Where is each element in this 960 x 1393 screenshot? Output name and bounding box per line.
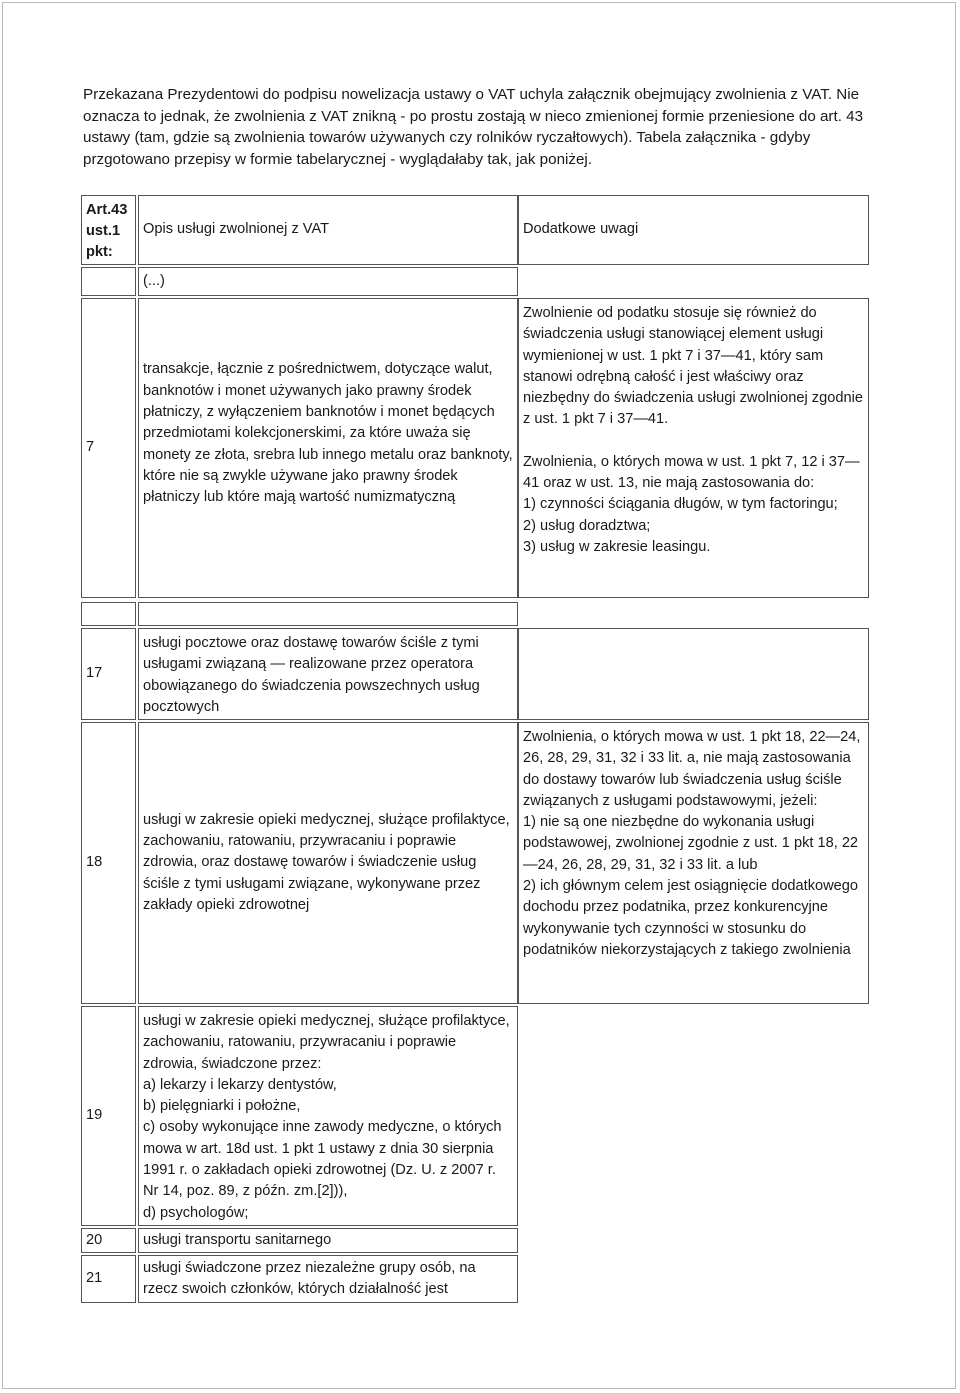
row-7-description-cell (138, 298, 518, 598)
row-7-notes-p4: 2) usług doradztwa; (523, 517, 651, 534)
row-19-number-cell (81, 1006, 136, 1226)
header-description-cell (138, 195, 518, 265)
row-7-description: transakcje, łącznie z pośrednictwem, dotyczące walut, banknotów i monet używanych jako prawny środek płatniczy, z wyłączeniem banknotów i monet będących przedmiotami kolekcjonerskimi, za które uważa się monety ze złota, srebra lub innego metalu oraz banknoty, które nie są zwykle używane jako prawny środek płatniczy lub które mają wartość numizmatyczną (143, 361, 513, 506)
row-18-notes-cell (518, 722, 869, 1004)
row-7-notes-p2: Zwolnienia, o których mowa w ust. 1 pkt 7, 12 i 37—41 oraz w ust. 13, nie mają zastosowania do: (523, 453, 860, 492)
row-21-number: 21 (86, 1270, 103, 1287)
row-21-description-cell (138, 1255, 518, 1303)
row-19-description-p3: b) pielęgniarki i położne, (143, 1098, 301, 1115)
row-7-number-cell (81, 298, 136, 598)
header-description-label: Opis usługi zwolnionej z VAT (143, 221, 330, 238)
intro-paragraph: Przekazana Prezydentowi do podpisu nowelizacja ustawy o VAT uchyla załącznik obejmujący zwolnienia z VAT. Nie oznacza to jednak, że zwolnienia z VAT znikną - po prostu zostają w nieco zmienionej formie przeniesione do art. 43 ustawy (tam, gdzie są zwolnienia towarów używanych czy rolników ryczałtowych). Tabela załącznika - gdyby przgotowano przepisy w formie tabelarycznej - wyglądałaby tak, jak poniżej. (83, 86, 864, 168)
row-18-notes-p3: 2) ich głównym celem jest osiągnięcie dodatkowego dochodu przez podatnika, przez konkurencyjne wykonywanie tych czynności w stosunku do podatników niekorzystających z takiego zwolnienia (523, 878, 859, 958)
row-7-notes-p3: 1) czynności ściągania długów, w tym factoringu; (523, 496, 838, 513)
row-19-number: 19 (86, 1107, 103, 1124)
row-7-number: 7 (86, 439, 95, 456)
row-17-notes-cell (518, 628, 869, 720)
row-18-description: usługi w zakresie opieki medycznej, służące profilaktyce, zachowaniu, ratowaniu, przywracaniu i poprawie zdrowia, oraz dostawę towarów i świadczenie usług ściśle z tymi usługami związane, wykonywane przez zakłady opieki zdrowotnej (143, 811, 510, 913)
header-notes-cell (518, 195, 869, 265)
ellipsis-num-cell (81, 267, 136, 296)
row-7-notes-p1: Zwolnienie od podatku stosuje się również do świadczenia usługi stanowiącej element usługi wymienionej w ust. 1 pkt 7 i 37—41, który sam stanowi odrębną całość i jest właściwy oraz niezbędny do świadczenia usługi zwolnionej zgodnie z ust. 1 pkt 7 i 37—41. (523, 305, 863, 428)
row-19-description-cell (138, 1006, 518, 1226)
row-7-notes-p5: 3) usług w zakresie leasingu. (523, 538, 711, 555)
row-19-description-p4: c) osoby wykonujące inne zawody medyczne, o których mowa w art. 18d ust. 1 pkt 1 ustawy z dnia 30 sierpnia 1991 r. o zakładach opieki zdrowotnej (Dz. U. z 2007 r. Nr 14, poz. 89, z późn. zm.[2])), (143, 1119, 502, 1200)
row-20-number: 20 (86, 1231, 103, 1248)
row-19-description-p1: usługi w zakresie opieki medycznej, służące profilaktyce, zachowaniu, ratowaniu, przywracaniu i poprawie zdrowia, świadczone przez: (143, 1013, 510, 1072)
row-17-number-cell (81, 628, 136, 720)
row-20-number-cell (81, 1228, 136, 1253)
row-17-description: usługi pocztowe oraz dostawę towarów ściśle z tymi usługami związaną — realizowane przez operatora obowiązanego do świadczenia powszechnych usług pocztowych (143, 635, 480, 715)
row-21-description: usługi świadczone przez niezależne grupy osób, na rzecz swoich członków, których działalność jest (143, 1260, 476, 1298)
row-18-description-cell (138, 722, 518, 1004)
row-21-number-cell (81, 1255, 136, 1303)
header-article-label: Art.43 ust.1 pkt: (86, 202, 128, 260)
row-18-number-cell (81, 722, 136, 1004)
row-19-description-p5: d) psychologów; (143, 1204, 249, 1221)
row-19-description-p2: a) lekarzy i lekarzy dentystów, (143, 1076, 337, 1093)
row-18-number: 18 (86, 854, 103, 871)
row-18-notes-p1: Zwolnienia, o których mowa w ust. 1 pkt 18, 22—24, 26, 28, 29, 31, 32 i 33 lit. a, nie mają zastosowania do dostawy towarów lub świadczenia usług ściśle związanych z usługami podstawowymi, jeżeli: (523, 729, 861, 809)
spacer-num-cell (81, 602, 136, 626)
row-17-number: 17 (86, 665, 103, 682)
ellipsis-text: (...) (143, 273, 165, 289)
row-17-description-cell (138, 628, 518, 720)
spacer-desc-cell (138, 602, 518, 626)
row-20-description: usługi transportu sanitarnego (143, 1231, 332, 1248)
header-notes-label: Dodatkowe uwagi (523, 221, 639, 238)
row-20-description-cell (138, 1228, 518, 1253)
header-article-cell (81, 195, 136, 265)
ellipsis-desc-cell (138, 267, 518, 296)
row-18-notes-p2: 1) nie są one niezbędne do wykonania usługi podstawowej, zwolnionej zgodnie z ust. 1 pkt 18, 22—24, 26, 28, 29, 31, 32 i 33 lit. a lub (523, 814, 859, 873)
row-7-notes-cell (518, 298, 869, 598)
